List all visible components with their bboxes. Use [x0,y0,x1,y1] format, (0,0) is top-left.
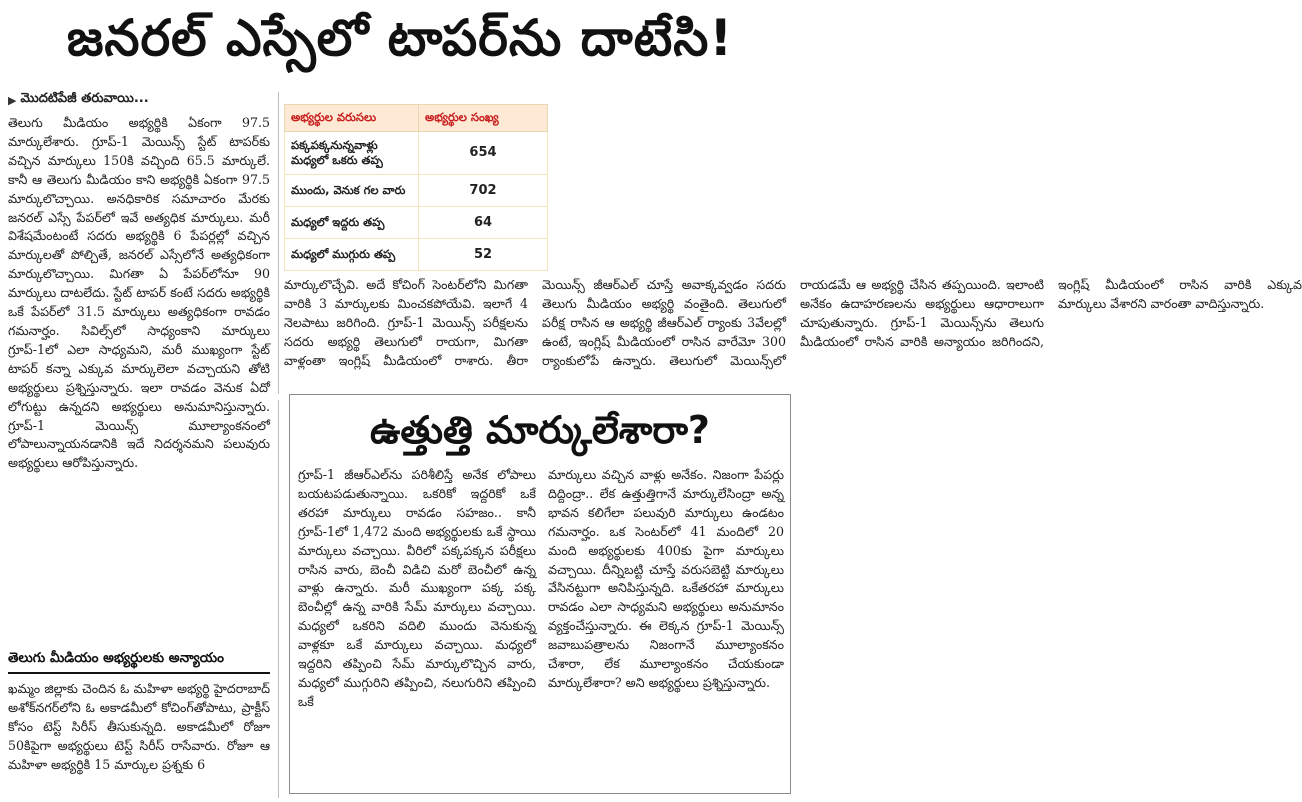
column2-paragraph: మార్కులొచ్చేవి. అదే కోచింగ్‌ సెంటర్‌లోని మిగతా వారికి 3 మార్కులకు మించకపోయేవి. ఇలాగే 4 నెలపాటు జరిగింది. గ్రూప్‌-1 మెయిన్స్‌ పరీక్షలను సదరు అభ్యర్థి తెలుగులో రాయగా, మిగతా వాళ్లంతా ఇంగ్లిష్‌ మీడియంలో రాశారు. తీరా మెయిన్స్‌ జీఆర్‌ఎల్‌ చూస్తే అవాక్కవ్వడం సదరు తెలుగు మీడియం అభ్యర్థి వంతైంది. తెలుగులో పరీక్ష రాసిన ఆ అభ్యర్థి జీఆర్‌ఎల్‌ ర్యాంకు 3వేలల్లో ఉంటే, ఇంగ్లిష్‌ మీడియంలో రాసిన వారేమో 300 ర్యాంకులోపే ఉన్నారు. తెలుగులో మెయిన్స్‌లో రాయడమే ఆ అభ్యర్థి చేసిన తప్పయింది. ఇలాంటి అనేకం ఉదాహరణలను అభ్యర్థులు ఆధారాలుగా చూపుతున్నారు. గ్రూప్‌-1 మెయిన్స్‌ను తెలుగు మీడియంలో రాసిన వారికి అన్యాయం జరిగిందని, ఇంగ్లిష్‌ మీడియంలో రాసిన వారికి ఎక్కువ మార్కులు వేశారని వారంతా వాదిస్తున్నారు. [284,277,1302,368]
table-row [285,132,548,175]
column-divider [278,92,279,394]
column1-paragraph2: ఖమ్మం జిల్లాకు చెందిన ఓ మహిళా అభ్యర్థి హైదరాబాద్‌ అశోక్‌నగర్‌లోని ఓ అకాడమీలో కోచింగ్‌తోపాటు, ప్రాక్టీస్‌ కోసం టెస్ట్‌ సిరీస్‌ తీసుకున్నది. అకాడమీలో రోజూ 50కిపైగా అభ్యర్థులు టెస్ట్‌ సిరీస్‌ రాసేవారు. రోజూ ఆ మహిళా అభ్యర్థికి 15 మార్కుల ప్రశ్నకు 6 [8,681,270,772]
column-divider [278,400,279,798]
table-cell-value: 52 [419,238,548,270]
table-header-cell: అభ్యర్థుల సంఖ్య [419,105,548,132]
boxed-story-left-column: గ్రూప్‌-1 జీఆర్‌ఎల్‌ను పరిశీలిస్తే అనేక లోపాలు బయటపడుతున్నాయి. ఒకరికో ఇద్దరికో ఒకే తరహా మార్కులు రావడం సహజం.. కానీ గ్రూప్‌-1లో 1,472 మంది అభ్యర్థులకు ఒకే స్థాయి మార్కులు వచ్చాయి. వీరిలో పక్కపక్కన పరీక్షలు రాసిన వారు, బెంచీ విడిచి మరో బెంచీలో ఉన్న వాళ్లు ఉన్నారు. మరీ ముఖ్యంగా పక్క పక్క బెంచీల్లో ఉన్న వారికి సేమ్‌ మార్కులు వచ్చాయి. మధ్యలో ఒకరిని వదిలి ముందు వెనుకున్న వాళ్లకూ ఒకే మార్కులు వచ్చాయి. మధ్యలో ఇద్దరిని తప్పించి సేమ్‌ మార్కులొచ్చిన వారు, మధ్యలో ముగ్గురిని తప్పించి, నలుగురిని తప్పించి ఒకే [298,467,536,709]
table-cell-value: 654 [419,132,548,175]
boxed-story-title: ఉత్తుత్తి మార్కులేశారా? [370,408,710,452]
table-row [285,206,548,238]
chevron-right-icon: ▶ [8,93,17,107]
table-row [285,238,548,270]
boxed-story-right-column: మార్కులు వచ్చిన వాళ్లు అనేకం. నిజంగా పేపర్లు దిద్దింద్రా.. లేక ఉత్తుత్తిగానే మార్కులేసింద్రా అన్న భావన కలిగేలా పలువురి మార్కులు ఉండటం గమనార్హం. ఒక సెంటర్‌లో 41 మందిలో 20 మంది అభ్యర్థులకు 400కు పైగా మార్కులు వచ్చాయి. దీన్నిబట్టి చూస్తే వరుసబెట్టి మార్కులు వేసినట్టుగా అనిపిస్తున్నది. ఒకేతరహా మార్కులు రావడం ఎలా సాధ్యమని అభ్యర్థులు అనుమానం వ్యక్తంచేస్తున్నారు. ఈ లెక్కన గ్రూప్‌-1 మెయిన్స్‌ జవాబుపత్రాలను నిజంగానే మూల్యాంకనం చేశారా, లేక మూల్యాంకనం చేయకుండా మార్కులేశారా? అని అభ్యర్థులు ప్రశ్నిస్తున్నారు. [548,467,784,690]
headline: జనరల్ ఎస్సేలో టాపర్‌ను దాటేసి! [66,8,734,67]
column1-paragraph1: తెలుగు మీడియం అభ్యర్థికి ఏకంగా 97.5 మార్కులేశారు. గ్రూప్‌-1 మెయిన్స్‌ స్టేట్‌ టాపర్‌కు వచ్చిన మార్కులు 150కి వచ్చింది 65.5 మార్కులే. కానీ ఆ తెలుగు మీడియం కాని అభ్యర్థికి ఏకంగా 97.5 మార్కులొచ్చాయి. అనధికారిక సమాచారం మేరకు జనరల్‌ ఎస్సే పేపర్‌లో ఇవే అత్యధిక మార్కులు. మరీ విశేషమేంటంటే సదరు అభ్యర్థికి 6 పేపర్లల్లో వచ్చిన మార్కులతో పోల్చితే, జనరల్‌ ఎస్సేలోనే అత్యధికంగా మార్కులొచ్చాయి. మిగతా ఏ పేపర్‌లోనూ 90 మార్కులు దాటలేదు. స్టేట్‌ టాపర్‌ కంటే సదరు అభ్యర్థికి ఒకే పేపర్‌లో 31.5 మార్కులు అత్యధికంగా రావడం గమనార్హం. సివిల్స్‌లో సాధ్యంకాని మార్కులు గ్రూప్‌-1లో ఎలా సాధ్యమని, మరీ ముఖ్యంగా స్టేట్‌ టాపర్‌ కన్నా ఎక్కువ మార్కులెలా వచ్చాయని తోటి అభ్యర్థులు ప్రశ్నిస్తున్నారు. ఇలా రావడం వెనుక ఏదో లోగుట్టు ఉన్నదని అభ్యర్థులు అనుమానిస్తున్నారు. గ్రూప్‌-1 మెయిన్స్‌ మూల్యాంకనంలో లోపాలున్నాయనడానికి ఇదే నిదర్శనమని పలువురు అభ్యర్థులు ఆరోపిస్తున్నారు. [8,115,270,471]
subheading-telugu-medium: తెలుగు మీడియం అభ్యర్థులకు అన్యాయం [8,650,270,674]
table-cell-value: 64 [419,206,548,238]
continued-from-front-page [8,90,268,110]
table-cell-label: మధ్యలో ఇద్దరు తప్ప [285,206,419,238]
table-header-cell: అభ్యర్థుల వరుసలు [285,105,419,132]
table-cell-label: ముందు, వెనుక గల వారు [285,174,419,206]
table-cell-label: మధ్యలో ముగ్గురు తప్ప [285,238,419,270]
table-cell-value: 702 [419,174,548,206]
table-header-row [285,105,548,132]
table-cell-label: పక్కపక్కనున్నవాళ్లు మధ్యలో ఒకరు తప్ప [285,132,419,175]
candidates-table [284,104,548,271]
table-row [285,174,548,206]
kicker-text: మొదటిపేజీ తరువాయి... [20,91,149,106]
